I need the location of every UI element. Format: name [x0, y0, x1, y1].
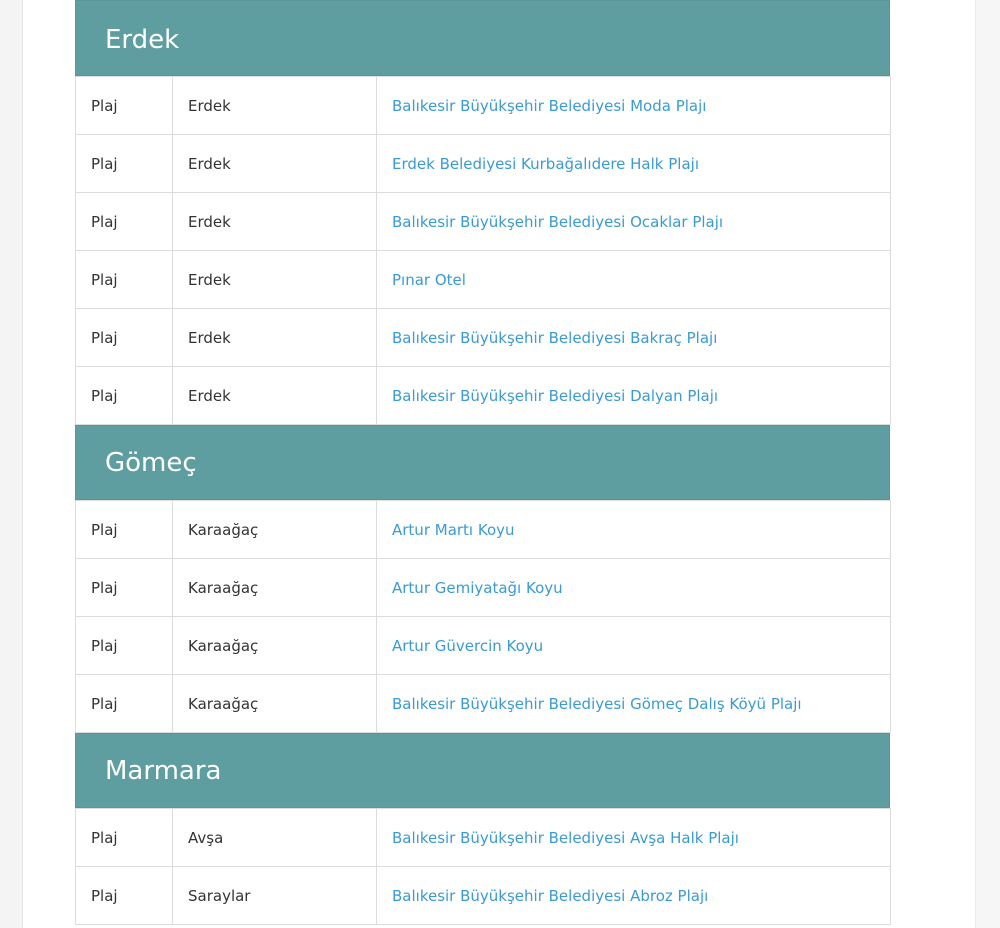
table-row [76, 367, 891, 425]
table-row [76, 809, 891, 867]
beach-table-erdek [75, 76, 891, 425]
beach-table-gomec [75, 500, 891, 733]
page-left-gutter [0, 0, 23, 928]
group-header-gomec: Gömeç [75, 425, 890, 500]
name-cell [377, 559, 891, 617]
table-row [76, 867, 891, 925]
beach-link[interactable]: Balıkesir Büyükşehir Belediyesi Ocaklar Plajı [392, 212, 724, 231]
beach-link[interactable]: Erdek Belediyesi Kurbağalıdere Halk Plajı [392, 154, 699, 173]
type-cell: Plaj [76, 251, 173, 309]
group-header-erdek: Erdek [75, 0, 890, 76]
location-cell: Erdek [173, 193, 377, 251]
beach-table-marmara [75, 808, 891, 925]
table-row [76, 501, 891, 559]
location-cell: Erdek [173, 367, 377, 425]
type-cell: Plaj [76, 135, 173, 193]
name-cell [377, 193, 891, 251]
location-cell: Erdek [173, 309, 377, 367]
name-cell [377, 809, 891, 867]
type-cell: Plaj [76, 675, 173, 733]
table-row [76, 617, 891, 675]
location-cell: Saraylar [173, 867, 377, 925]
type-cell: Plaj [76, 193, 173, 251]
page-right-gutter [975, 0, 1000, 928]
table-row [76, 135, 891, 193]
beach-link[interactable]: Balıkesir Büyükşehir Belediyesi Avşa Halk Plajı [392, 828, 739, 847]
name-cell [377, 309, 891, 367]
group-header-marmara: Marmara [75, 733, 890, 808]
name-cell [377, 367, 891, 425]
table-row [76, 251, 891, 309]
beach-link[interactable]: Balıkesir Büyükşehir Belediyesi Dalyan Plajı [392, 386, 719, 405]
beach-link[interactable]: Pınar Otel [392, 270, 466, 289]
beach-list [75, 0, 890, 925]
beach-link[interactable]: Artur Gemiyatağı Koyu [392, 578, 563, 597]
name-cell [377, 675, 891, 733]
location-cell: Erdek [173, 77, 377, 135]
type-cell: Plaj [76, 559, 173, 617]
beach-link[interactable]: Balıkesir Büyükşehir Belediyesi Abroz Plajı [392, 886, 709, 905]
type-cell: Plaj [76, 309, 173, 367]
location-cell: Erdek [173, 251, 377, 309]
type-cell: Plaj [76, 809, 173, 867]
location-cell: Erdek [173, 135, 377, 193]
location-cell: Karaağaç [173, 675, 377, 733]
location-cell: Karaağaç [173, 559, 377, 617]
table-row [76, 309, 891, 367]
type-cell: Plaj [76, 617, 173, 675]
location-cell: Karaağaç [173, 617, 377, 675]
type-cell: Plaj [76, 367, 173, 425]
beach-link[interactable]: Balıkesir Büyükşehir Belediyesi Gömeç Dalış Köyü Plajı [392, 694, 802, 713]
table-row [76, 675, 891, 733]
type-cell: Plaj [76, 501, 173, 559]
table-row [76, 77, 891, 135]
table-row [76, 559, 891, 617]
name-cell [377, 501, 891, 559]
type-cell: Plaj [76, 867, 173, 925]
beach-link[interactable]: Balıkesir Büyükşehir Belediyesi Moda Plajı [392, 96, 707, 115]
beach-link[interactable]: Artur Güvercin Koyu [392, 636, 544, 655]
type-cell: Plaj [76, 77, 173, 135]
name-cell [377, 77, 891, 135]
table-row [76, 193, 891, 251]
beach-link[interactable]: Artur Martı Koyu [392, 520, 515, 539]
name-cell [377, 617, 891, 675]
location-cell: Karaağaç [173, 501, 377, 559]
beach-link[interactable]: Balıkesir Büyükşehir Belediyesi Bakraç Plajı [392, 328, 718, 347]
name-cell [377, 867, 891, 925]
name-cell [377, 135, 891, 193]
location-cell: Avşa [173, 809, 377, 867]
name-cell [377, 251, 891, 309]
